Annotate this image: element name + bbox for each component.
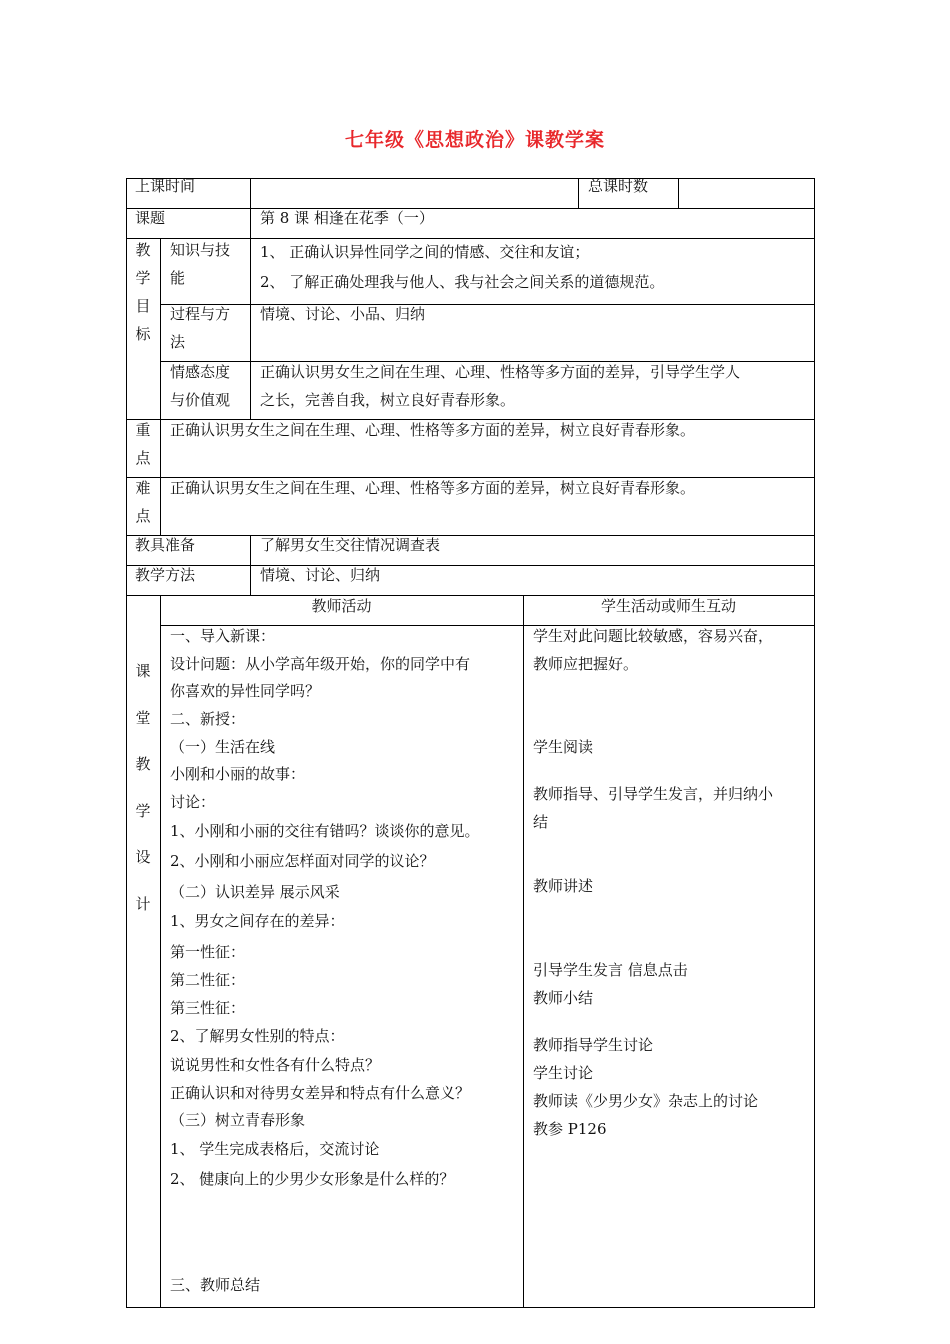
topic-value: 第 8 课 相逢在花季（一） (260, 209, 434, 227)
list-item: （一）生活在线 (170, 738, 276, 756)
list-item: 第一性征： (170, 943, 246, 961)
list-item: 小刚和小丽的故事： (170, 765, 306, 783)
list-item: 正确认识和对待男女差异和特点有什么意义？ (170, 1084, 471, 1102)
method-value: 情境、讨论、归纳 (260, 566, 381, 584)
total-hours-label: 总课时数 (588, 177, 649, 195)
list-item: （二）认识差异 展示风采 (170, 883, 340, 901)
list-item: 2、了解男女性别的特点： (170, 1027, 345, 1045)
topic-label: 课题 (135, 209, 166, 227)
list-item: （三）树立青春形象 (170, 1111, 306, 1129)
key-point-text: 正确认识男女生之间在生理、心理、性格等多方面的差异，树立良好青春形象。 (170, 421, 696, 439)
list-item: 学生对此问题比较敏感，容易兴奋， (533, 627, 774, 645)
knowledge-skill-content: 1、 正确认识异性同学之间的情感、交往和友谊； 2、 了解正确处理我与他人、我与社会之间关系的道德规范。 (260, 243, 665, 291)
list-item: 说说男性和女性各有什么特点？ (170, 1056, 381, 1074)
objectives-label: 教 学 目 标 (135, 241, 151, 343)
knowledge-skill-label: 知识与技 能 (170, 241, 231, 287)
design-label: 课 堂 教 学 设 计 (135, 662, 151, 913)
list-item: 教师讲述 (533, 877, 594, 895)
list-item: 你喜欢的异性同学吗？ (170, 682, 321, 700)
list-item: 二、新授： (170, 710, 246, 728)
key-point-label: 重 点 (135, 421, 151, 467)
list-item: 教师读《少男少女》杂志上的讨论 (533, 1092, 759, 1110)
list-item: 第二性征： (170, 971, 246, 989)
attitude-values-label: 情感态度 与价值观 (170, 363, 231, 409)
process-method-label: 过程与方 法 (170, 305, 231, 351)
list-item: 教师应把握好。 (533, 655, 639, 673)
list-item: 1、男女之间存在的差异： (170, 912, 345, 930)
materials-value: 了解男女生交往情况调查表 (260, 536, 441, 554)
list-item: 教师指导、引导学生发言，并归纳小 (533, 785, 774, 803)
list-item: 一、导入新课： (170, 627, 276, 645)
difficulty-label: 难 点 (135, 479, 151, 525)
list-item: 教师小结 (533, 989, 594, 1007)
list-item: 第三性征： (170, 999, 246, 1017)
list-item: 引导学生发言 信息点击 (533, 961, 688, 979)
difficulty-text: 正确认识男女生之间在生理、心理、性格等多方面的差异，树立良好青春形象。 (170, 479, 696, 497)
list-item: 1、小刚和小丽的交往有错吗？谈谈你的意见。 (170, 822, 480, 840)
list-item: 讨论： (170, 793, 216, 811)
student-activity-header: 学生活动或师生互动 (600, 597, 736, 615)
list-item: 2、小刚和小丽应怎样面对同学的议论？ (170, 852, 435, 870)
list-item: 学生阅读 (533, 738, 594, 756)
list-item: 结 (533, 813, 549, 831)
list-item: 1、 学生完成表格后，交流讨论 (170, 1140, 380, 1158)
method-label: 教学方法 (135, 566, 196, 584)
list-item: 设计问题：从小学高年级开始，你的同学中有 (170, 655, 471, 673)
materials-label: 教具准备 (135, 536, 196, 554)
list-item: 教师指导学生讨论 (533, 1036, 654, 1054)
list-item: 三、教师总结 (170, 1276, 261, 1294)
teacher-activity-header: 教师活动 (311, 597, 372, 615)
process-method-content: 情境、讨论、小品、归纳 (260, 305, 426, 323)
list-item: 学生讨论 (533, 1064, 594, 1082)
document-title: 七年级《思想政治》课教学案 (344, 129, 605, 151)
list-item: 教参 P126 (533, 1120, 607, 1138)
attitude-values-content: 正确认识男女生之间在生理、心理、性格等多方面的差异，引导学生学人 之长，完善自我，树立良好青春形象。 (260, 363, 741, 409)
list-item: 2、 健康向上的少男少女形象是什么样的？ (170, 1170, 455, 1188)
class-time-label: 上课时间 (135, 177, 196, 195)
